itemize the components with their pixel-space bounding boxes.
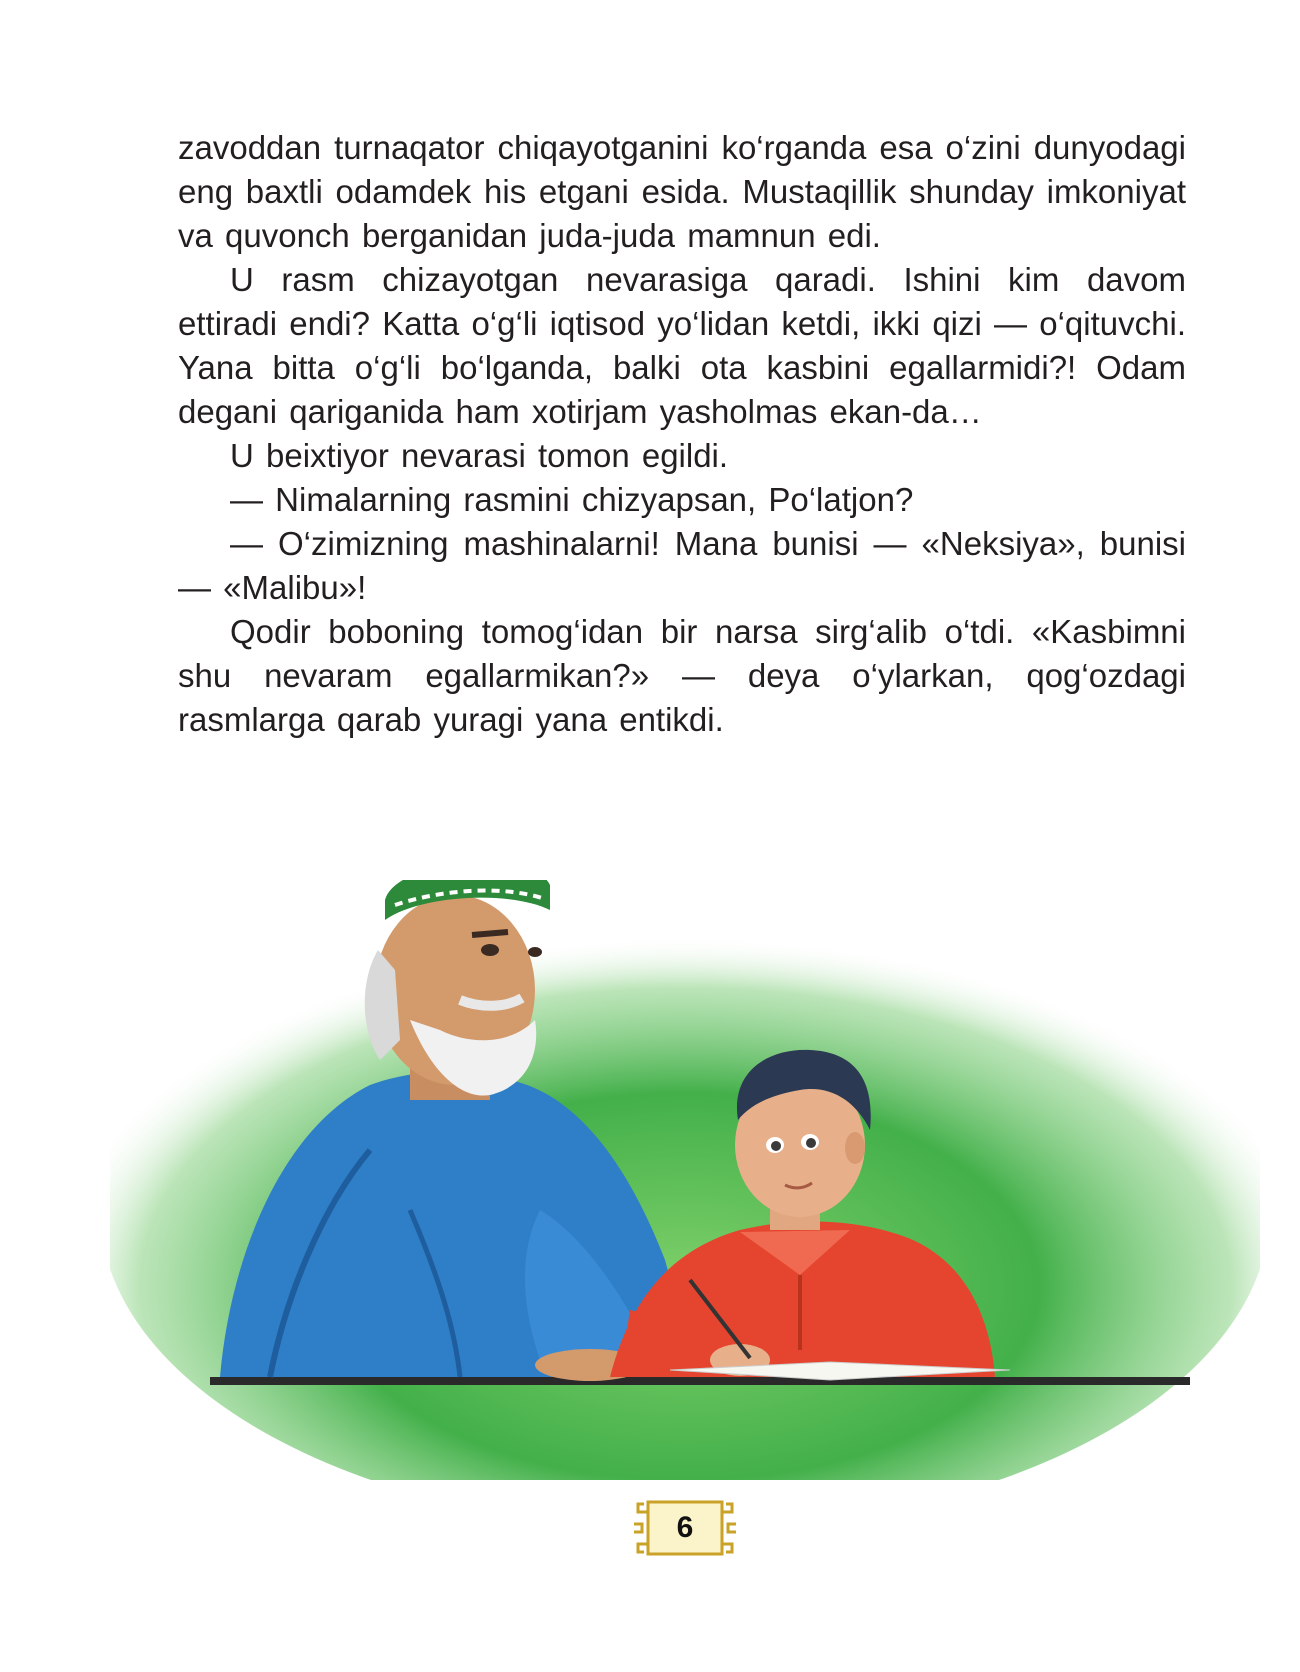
dialogue-line-1: — Nimalarning rasmini chizyapsan, Po‘latjon? bbox=[230, 481, 914, 518]
grandfather-and-grandson-illustration bbox=[110, 880, 1260, 1480]
paragraph-6: Qodir boboning tomog‘idan bir narsa sirg‘alib o‘tdi. «Kasbimni shu nevaram egallarmikan?» — deya o‘ylarkan, qog‘ozdagi rasmlarga qarab yuragi yana entikdi. bbox=[178, 613, 1186, 738]
dialogue-line-2: — O‘zimizning mashinalarni! Mana bunisi — «Neksiya», bunisi — «Malibu»! bbox=[178, 525, 1186, 606]
paragraph-1: zavoddan turnaqator chiqayotganini ko‘rganda esa o‘zini dunyodagi eng baxtli odamdek his etgani esida. Mustaqillik shunday imkoniyat va quvonch berganidan juda-juda mamnun edi. bbox=[178, 129, 1186, 254]
paragraph-2: U rasm chizayotgan nevarasiga qaradi. Ishini kim davom ettiradi endi? Katta o‘g‘li iqtisod yo‘lidan ketdi, ikki qizi — o‘qituvchi. Yana bitta o‘g‘li bo‘lganda, balki ota kasbini egallarmidi?! Odam degani qariganida ham xotirjam yasholmas ekan-da… bbox=[178, 261, 1186, 430]
table-edge bbox=[210, 1377, 1190, 1385]
page-number: 6 bbox=[676, 1511, 694, 1544]
page-number-badge bbox=[632, 1494, 738, 1562]
story-text bbox=[178, 126, 1186, 742]
paragraph-3: U beixtiyor nevarasi tomon egildi. bbox=[230, 437, 729, 474]
illustration-drawing bbox=[110, 880, 1260, 1480]
